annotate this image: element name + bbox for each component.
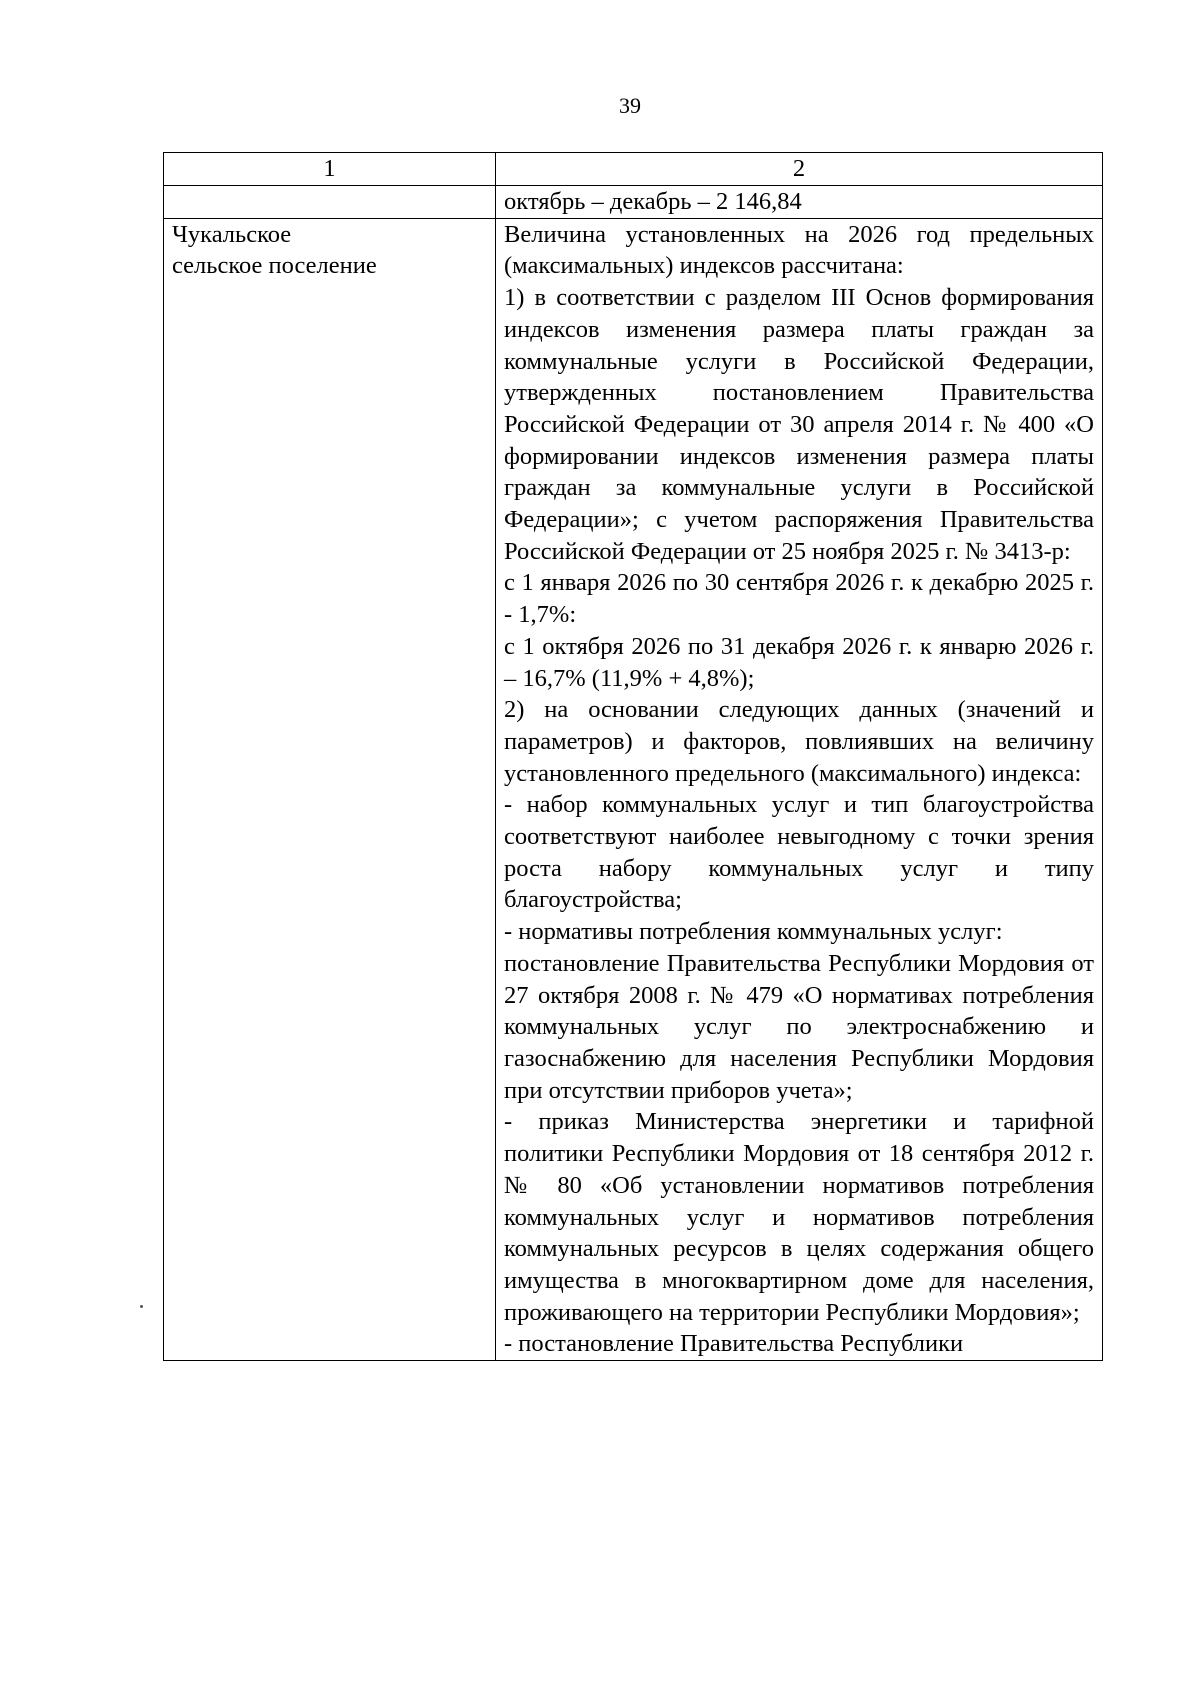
continuation-cell-2: октябрь – декабрь – 2 146,84	[496, 186, 1103, 219]
scan-speck	[140, 1305, 143, 1308]
paragraph: с 1 января 2026 по 30 сентября 2026 г. к декабрю 2025 г. - 1,7%:	[504, 569, 1094, 629]
municipality-cell	[164, 218, 496, 1360]
table-row	[164, 186, 1103, 219]
paragraph: Величина установленных на 2026 год предельных (максимальных) индексов рассчитана:	[504, 220, 1094, 280]
paragraph: с 1 октября 2026 по 31 декабря 2026 г. к январю 2026 г. – 16,7% (11,9% + 4,8%);	[504, 632, 1094, 692]
paragraph: постановление Правительства Республики Мордовия от 27 октября 2008 г. № 479 «О нормативах потребления коммунальных услуг по электроснабжению и газоснабжению для населения Республики Мордовия при отсутствии приборов учета»;	[504, 949, 1094, 1104]
paragraph: - набор коммунальных услуг и тип благоустройства соответствуют наиболее невыгодному с точки зрения роста набору коммунальных услуг и типу благоустройства;	[504, 791, 1094, 914]
municipality-name-line-2: сельское поселение	[172, 252, 377, 280]
paragraph: 2) на основании следующих данных (значений и параметров) и факторов, повлиявших на величину установленного предельного (максимального) индекса:	[504, 696, 1094, 787]
paragraph: - нормативы потребления коммунальных услуг:	[504, 918, 1003, 946]
description-cell	[496, 218, 1103, 1360]
table-header-row	[164, 153, 1103, 186]
municipality-name	[172, 219, 487, 282]
continuation-cell-1	[164, 186, 496, 219]
paragraph: - постановление Правительства Республики	[504, 1330, 964, 1358]
table-row	[164, 218, 1103, 1360]
municipality-name-line-1: Чукальское	[172, 220, 292, 248]
paragraph: - приказ Министерства энергетики и тарифной политики Республики Мордовия от 18 сентября 2012 г. № 80 «Об установлении нормативов потребления коммунальных услуг и нормативов потребления коммунальных ресурсов в целях содержания общего имущества в многоквартирном доме для населения, проживающего на территории Республики Мордовия»;	[504, 1108, 1094, 1326]
tariff-index-table	[163, 152, 1103, 1361]
column-header-2: 2	[496, 153, 1103, 186]
paragraph: 1) в соответствии с разделом III Основ формирования индексов изменения размера платы граждан за коммунальные услуги в Российской Федерации, утвержденных постановлением Правительства Российской Федерации от 30 апреля 2014 г. № 400 «О формировании индексов изменения размера платы граждан за коммунальные услуги в Российской Федерации»; с учетом распоряжения Правительства Российской Федерации от 25 ноября 2025 г. № 3413-р:	[504, 284, 1094, 565]
column-header-1: 1	[164, 153, 496, 186]
page-number: 39	[619, 93, 641, 118]
